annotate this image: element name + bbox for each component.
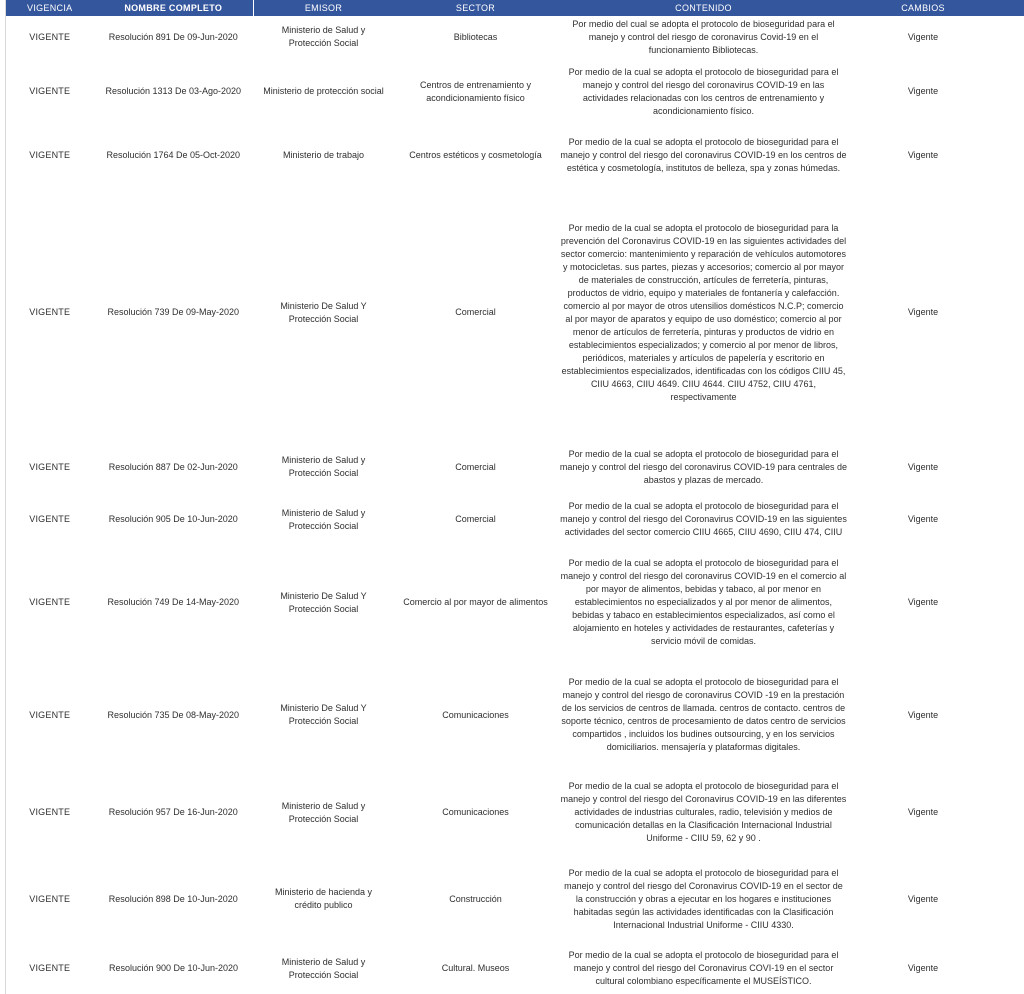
cell-contenido: Por medio de la cual se adopta el protocolo de bioseguridad para el manejo y control del riesgo del coronavirus COVID-19 en los centros de estética y cosmetología, institutos de belleza, spa y zonas húmedas. (560, 136, 847, 173)
cell-cambios: Vigente (907, 963, 939, 973)
cell-nombre-completo: Resolución 739 De 09-May-2020 (107, 307, 240, 317)
cell-cambios: Vigente (907, 461, 939, 472)
cell-emisor: Ministerio de Salud y Protección Social (281, 956, 366, 980)
cell-vigencia: VIGENTE (29, 31, 71, 42)
cell-cambios: Vigente (907, 597, 939, 607)
cell-cambios: Vigente (907, 893, 939, 904)
cell-emisor: Ministerio de Salud y Protección Social (281, 507, 366, 531)
cell-cambios: Vigente (907, 514, 939, 524)
cell-sector: Centros de entrenamiento y acondicionamiento físico (419, 79, 532, 103)
cell-nombre-completo: Resolución 887 De 02-Jun-2020 (108, 461, 238, 472)
cell-vigencia: VIGENTE (29, 597, 71, 607)
cell-filler (997, 440, 1024, 494)
cell-contenido: Por medio de la cual se adopta el protocolo de bioseguridad para el manejo y control del riesgo del Coronavirus COVID-19 en las diferentes actividades de industrias culturales, radio, televisión y medios de comunicación detallas en la Clasificación Internacional Industrial Uniforme - CIIU 59, 62 y 90 . (560, 781, 847, 843)
cell-filler (997, 770, 1024, 855)
cell-nombre-completo: Resolución 1764 De 05-Oct-2020 (106, 149, 241, 160)
cell-contenido: Por medio de la cual se adopta el protocolo de bioseguridad para el manejo y control del riesgo de coronavirus COVID -19 en la prestación de los servicios de centros de llamada. centros de contacto. centros de soporte técnico, centros de procesamiento de datos centro de servicios compartidos , incluidos los budines outsourcing, y en los servicios domiciliarios. mensajería y plataformas digitales. (561, 677, 846, 752)
cell-filler (997, 660, 1024, 770)
column-header-emisor: EMISOR (254, 0, 394, 16)
cell-contenido: Por medio del cual se adopta el protocolo de bioseguridad para el manejo y control del riesgo de coronavirus Covid-19 en el funcionamiento Bibliotecas. (572, 18, 835, 55)
cell-vigencia: VIGENTE (29, 709, 71, 720)
cell-vigencia: VIGENTE (29, 514, 71, 524)
cell-sector: Comercial (455, 514, 496, 524)
table-row (6, 440, 1024, 494)
cell-sector: Comercial (455, 461, 496, 472)
cell-nombre-completo: Resolución 900 De 10-Jun-2020 (108, 963, 239, 973)
column-header-cambios: CAMBIOS (850, 0, 997, 16)
cell-vigencia: VIGENTE (29, 893, 71, 904)
cell-emisor: Ministerio de protección social (263, 86, 384, 96)
table-row (6, 494, 1024, 545)
cell-filler (997, 125, 1024, 185)
cell-contenido: Por medio de la cual se adopta el protocolo de bioseguridad para la prevención del Coronavirus COVID-19 en las siguientes actividades del sector comercio: mantenimiento y reparación de vehículos automotores y motocicletas. sus partes, piezas y accesorios; comercio al por mayor de materiales de construcción, artícules de ferretería, pinturas, productos de vidrio, equipo y materiales de fontanería y calefacción. comercio al por mayor de otros utensilios domésticos N.C.P; comercio al por mayor de aparatos y equipo de uso doméstico; comercio al por menor de artículos de ferretería, pinturas y productos de vidrio en establecimientos especializados; y comercio al por menor de libros, periódicos, materiales y artículos de papelería y escritorio en establecimientos especializados, identificadas con los códigos CIIU 45, CIIU 4663, CIIU 4649. CIIU 4644. CIIU 4752, CIIU 4761, respectivamente (560, 222, 847, 402)
cell-nombre-completo: Resolución 898 De 10-Jun-2020 (108, 893, 238, 904)
cell-nombre-completo: Resolución 749 De 14-May-2020 (107, 597, 240, 607)
cell-sector: Comercio al por mayor de alimentos (403, 597, 548, 607)
column-header-nombre-completo: NOMBRE COMPLETO (94, 0, 254, 16)
cell-filler (997, 855, 1024, 943)
cell-cambios: Vigente (907, 86, 939, 96)
cell-nombre-completo: Resolución 1313 De 03-Ago-2020 (105, 86, 242, 96)
cell-sector: Comercial (455, 307, 496, 317)
cell-cambios: Vigente (907, 307, 939, 317)
cell-contenido: Por medio de la cual se adopta el protocolo de bioseguridad para el manejo y control del riesgo del Coronavirus COVID-19 en las siguientes actividades del sector comercio CIIU 4665, CIIU 4690, CIIU 474, CIIU (560, 501, 847, 537)
cell-sector: Centros estéticos y cosmetología (409, 149, 542, 160)
cell-sector: Bibliotecas (453, 31, 498, 42)
cell-sector: Comunicaciones (442, 807, 509, 817)
cell-sector: Comunicaciones (442, 709, 509, 720)
column-header-sector: SECTOR (394, 0, 558, 16)
column-header-contenido: CONTENIDO (558, 0, 850, 16)
cell-filler (997, 545, 1024, 660)
cell-emisor: Ministerio de trabajo (282, 149, 365, 160)
cell-contenido: Por medio de la cual se adopta el protocolo de bioseguridad para el manejo y control del riesgo del coronavirus COVID-19 en el comercio al por mayor de alimentos, bebidas y tabaco, al por menor en establecimientos no especializados y al por menor de alimentos, bebidas y tabaco en establecimientos especializados, así como el alojamiento en hoteles y actividades de restaurantes, cafeterías y servicio móvil de comidas. (560, 558, 847, 646)
column-header-filler (997, 0, 1024, 16)
cell-vigencia: VIGENTE (29, 149, 71, 160)
cell-cambios: Vigente (907, 149, 939, 160)
cell-sector: Construcción (449, 893, 502, 904)
cell-emisor: Ministerio de Salud y Protección Social (281, 25, 366, 48)
column-header-vigencia: VIGENCIA (6, 0, 94, 16)
cell-vigencia: VIGENTE (29, 461, 71, 472)
cell-nombre-completo: Resolución 891 De 09-Jun-2020 (108, 31, 238, 42)
cell-emisor: Ministerio De Salud Y Protección Social (280, 703, 367, 726)
cell-emisor: Ministerio de hacienda y crédito publico (274, 887, 373, 910)
table-row (6, 855, 1024, 943)
table-row (6, 16, 1024, 58)
table-row (6, 943, 1024, 994)
cell-cambios: Vigente (907, 31, 939, 42)
cell-sector: Cultural. Museos (441, 963, 510, 973)
cell-nombre-completo: Resolución 905 De 10-Jun-2020 (108, 514, 238, 524)
cell-filler (997, 494, 1024, 545)
cell-vigencia: VIGENTE (29, 963, 71, 973)
cell-contenido: Por medio de la cual se adopta el protocolo de bioseguridad para el manejo y control del riesgo del Coronavirus COVID-19 en el sector de la construcción y obras a ejecutar en los hogares e instituciones habitadas según las actividades identificadas con la Clasificación Internacional Industrial Uniforme - CIIU 4330. (564, 867, 843, 930)
cell-nombre-completo: Resolución 735 De 08-May-2020 (107, 709, 240, 720)
cell-filler (997, 16, 1024, 58)
table-row (6, 770, 1024, 855)
table-row (6, 185, 1024, 440)
cell-contenido: Por medio de la cual se adopta el protocolo de bioseguridad para el manejo y control del riesgo del Coronavirus COVI-19 en el sector cultural colombiano específicamente el MUSEÍSTICO. (568, 950, 839, 986)
cell-cambios: Vigente (907, 709, 939, 720)
cell-filler (997, 185, 1024, 440)
cell-vigencia: VIGENTE (29, 86, 71, 96)
cell-emisor: Ministerio de Salud y Protección Social (281, 455, 366, 478)
table-row (6, 660, 1024, 770)
cell-vigencia: VIGENTE (29, 307, 71, 317)
header-row (6, 0, 1024, 16)
cell-contenido: Por medio de la cual se adopta el protocolo de bioseguridad para el manejo y control del riesgo del coronavirus COVID-19 en las actividades relacionadas con los centros de entrenamiento y acondicionamiento físico. (568, 66, 839, 116)
cell-emisor: Ministerio De Salud Y Protección Social (280, 590, 367, 614)
cell-vigencia: VIGENTE (29, 807, 71, 817)
cell-filler (997, 943, 1024, 994)
cell-emisor: Ministerio de Salud y Protección Social (281, 800, 366, 824)
cell-cambios: Vigente (907, 807, 939, 817)
resoluciones-table (5, 0, 1024, 994)
table-row (6, 545, 1024, 660)
cell-emisor: Ministerio De Salud Y Protección Social (280, 300, 367, 324)
cell-filler (997, 58, 1024, 125)
cell-contenido: Por medio de la cual se adopta el protocolo de bioseguridad para el manejo y control del riesgo del coronavirus COVID-19 para centrales de abastos y plazas de mercado. (559, 448, 848, 485)
cell-nombre-completo: Resolución 957 De 16-Jun-2020 (108, 807, 238, 817)
table-row (6, 58, 1024, 125)
table-row (6, 125, 1024, 185)
